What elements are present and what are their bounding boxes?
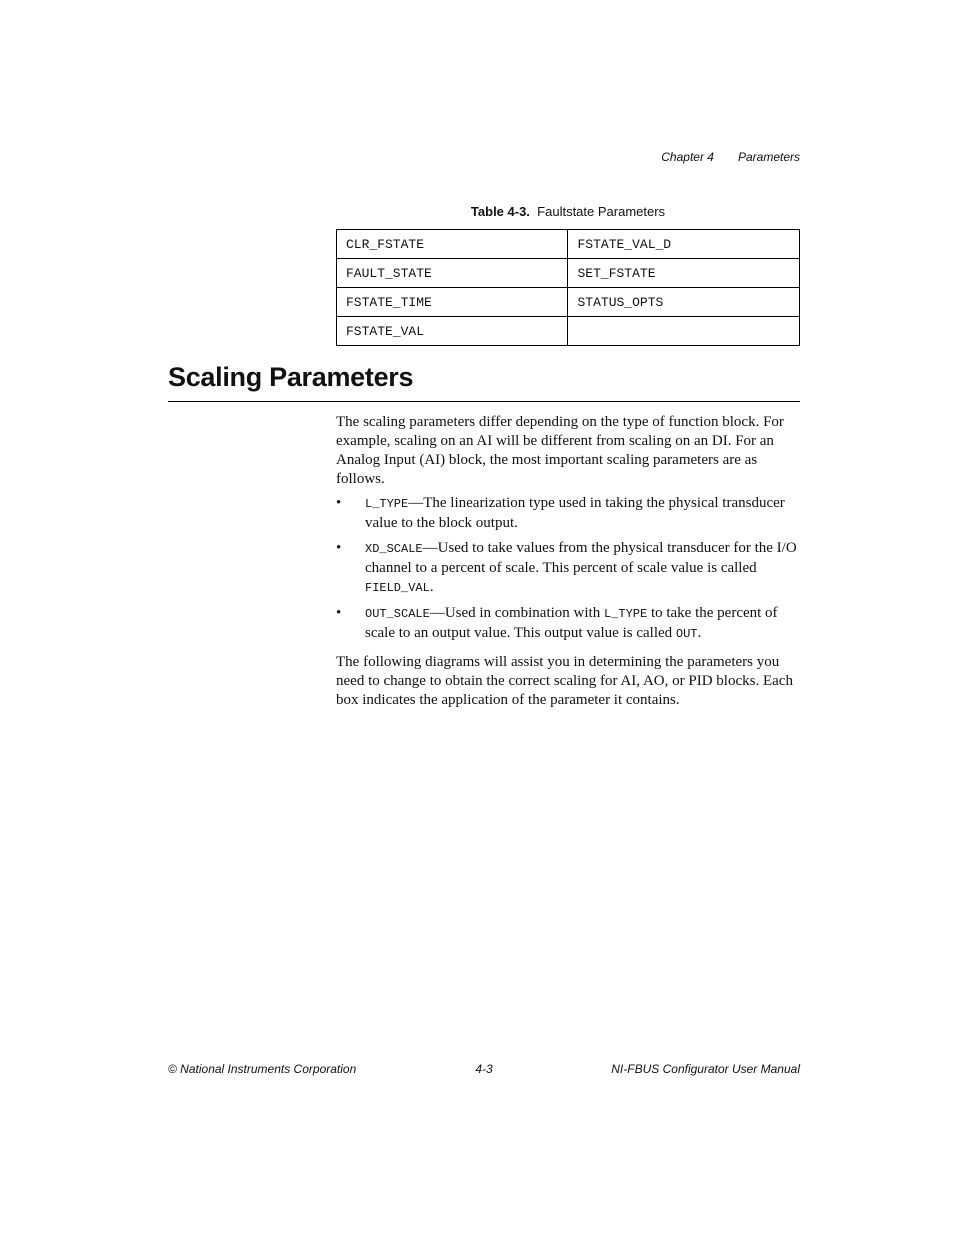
page-number: 4-3	[475, 1062, 493, 1076]
table-cell: FSTATE_VAL	[337, 317, 568, 346]
bullet-text: .	[429, 579, 434, 595]
param-code: OUT_SCALE	[365, 607, 430, 621]
list-item	[336, 604, 800, 644]
faultstate-parameters-table	[336, 229, 800, 346]
table-cell: FAULT_STATE	[337, 259, 568, 288]
table-cell	[568, 317, 800, 346]
bullet-text: to take the percent of scale to an output value. This output value is called	[365, 605, 778, 641]
table-cell: SET_FSTATE	[568, 259, 800, 288]
table-row	[337, 259, 800, 288]
table-row	[337, 317, 800, 346]
header-chapter: Chapter 4	[661, 150, 714, 164]
bullet-text: —The linearization type used in taking the physical transducer value to the block output.	[365, 495, 785, 531]
table-caption-label: Table 4-3.	[470, 204, 530, 219]
table-cell: CLR_FSTATE	[337, 230, 568, 259]
bullet-text: —Used in combination with	[429, 605, 604, 621]
param-code: L_TYPE	[603, 607, 648, 621]
scaling-parameter-list	[336, 494, 800, 650]
section-heading: Scaling Parameters	[168, 362, 414, 392]
table-caption	[336, 204, 800, 219]
table-cell: FSTATE_TIME	[337, 288, 568, 317]
bullet-text: —Used to take values from the physical transducer for the I/O channel to a percent of scale. This percent of scale value is called	[365, 540, 797, 576]
bullet-icon: •	[336, 540, 342, 556]
table-row	[337, 230, 800, 259]
param-code: L_TYPE	[365, 497, 409, 511]
running-header	[661, 150, 800, 164]
table-cell: FSTATE_VAL_D	[568, 230, 800, 259]
footer-copyright: © National Instruments Corporation	[168, 1062, 357, 1076]
header-section: Parameters	[737, 150, 800, 164]
intro-paragraph: The scaling parameters differ depending on the type of function block. For example, scaling on an AI will be different from scaling on an DI. For an Analog Input (AI) block, the most important scaling parameters are as follows.	[336, 414, 784, 487]
bullet-text: .	[697, 625, 702, 641]
param-code: FIELD_VAL	[365, 581, 430, 595]
outro-paragraph: The following diagrams will assist you in determining the parameters you need to change to obtain the correct scaling for AI, AO, or PID blocks. Each box indicates the application of the parameter it contains.	[336, 654, 793, 708]
table-row	[337, 288, 800, 317]
bullet-icon: •	[336, 605, 342, 621]
heading-rule	[168, 401, 800, 402]
bullet-icon: •	[336, 495, 342, 511]
footer-manual-title: NI-FBUS Configurator User Manual	[611, 1062, 800, 1076]
table-caption-title: Faultstate Parameters	[537, 204, 666, 219]
param-code: XD_SCALE	[365, 542, 423, 556]
table-cell: STATUS_OPTS	[568, 288, 800, 317]
param-code: OUT	[675, 627, 698, 641]
list-item	[336, 539, 800, 598]
list-item	[336, 494, 800, 533]
